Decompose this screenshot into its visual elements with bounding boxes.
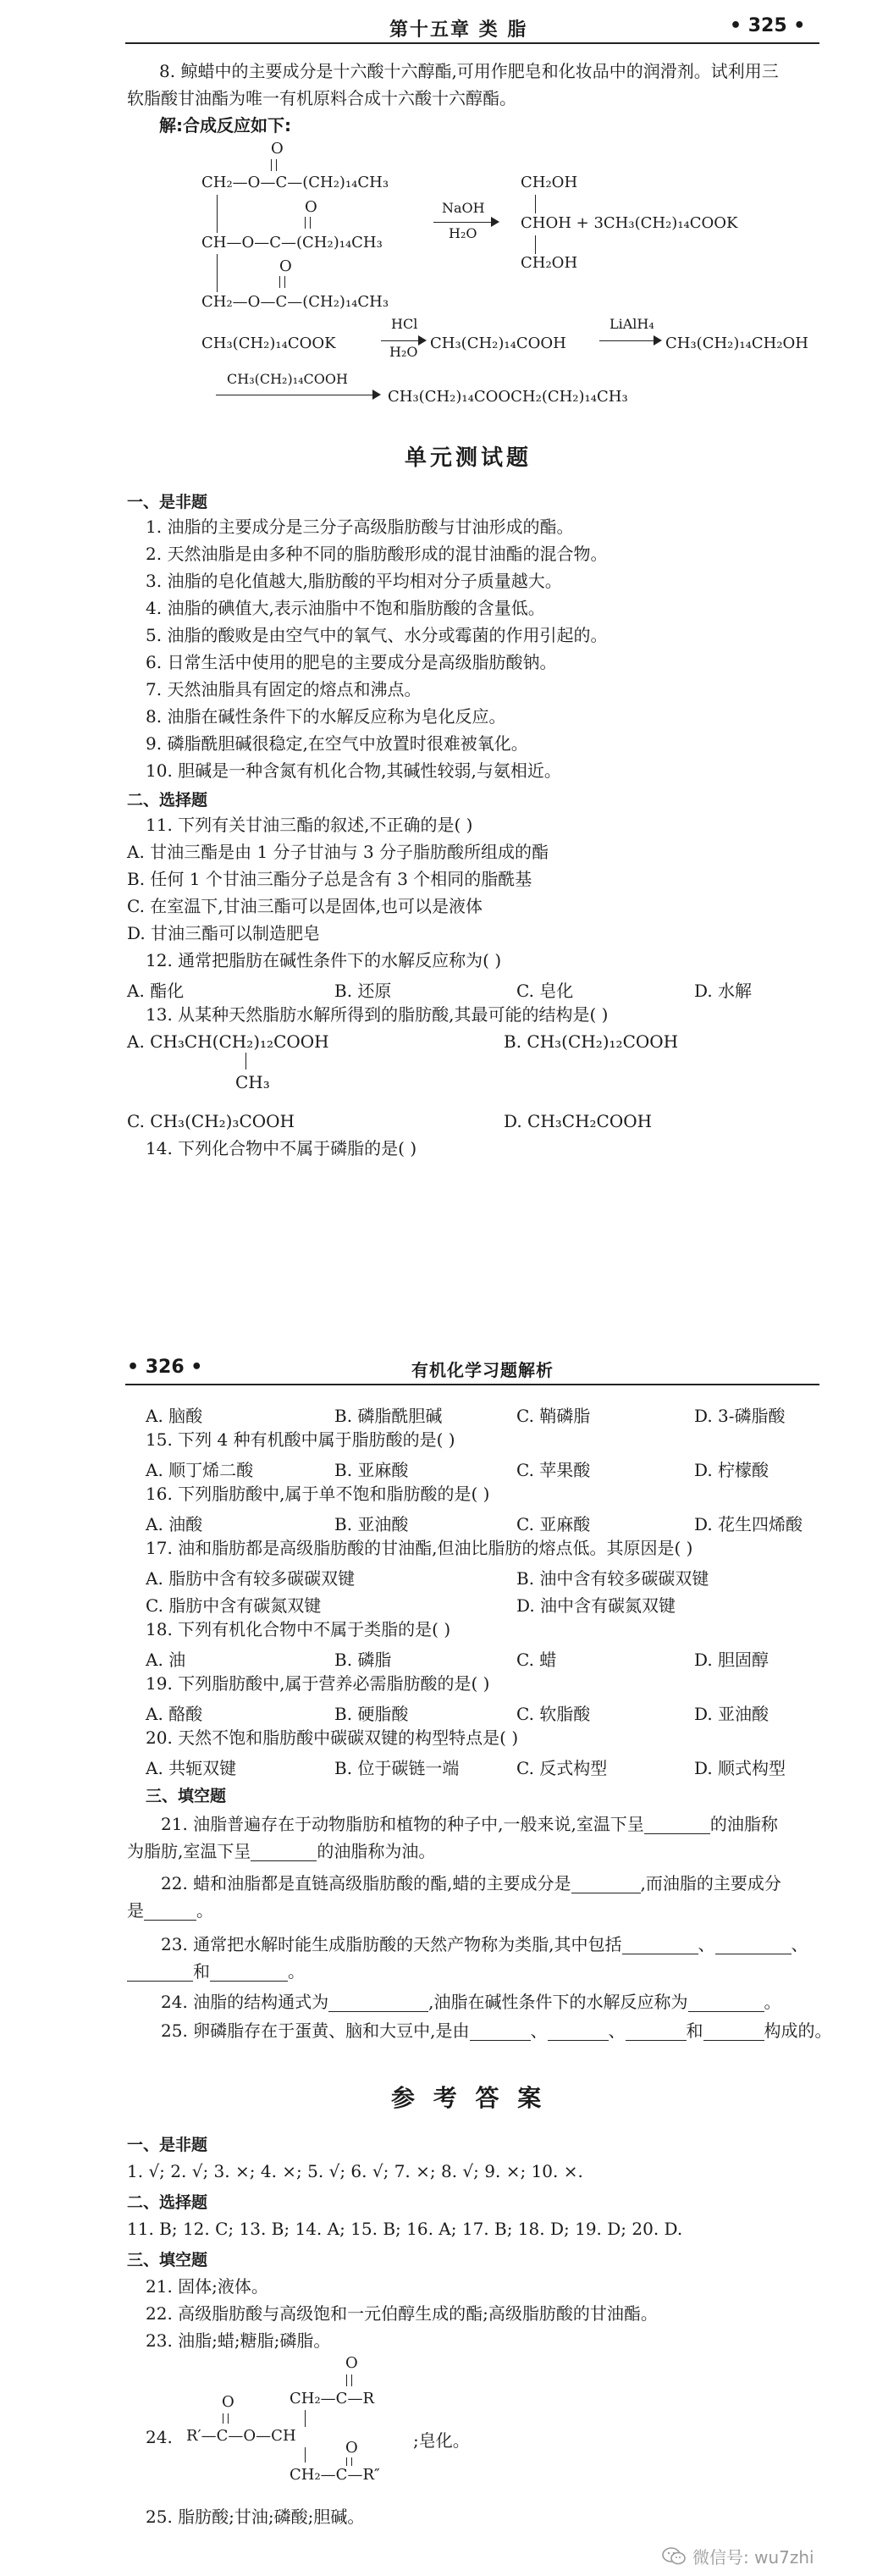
q15-option-d: D. 柠檬酸 xyxy=(694,1460,769,1480)
answer-22: 22. 高级脂肪酸与高级饱和一元伯醇生成的酯;高级脂肪酸的甘油酯。 xyxy=(146,2303,658,2324)
q23-text-c: 、 xyxy=(791,1934,808,1954)
question-19: 19. 下列脂肪酸中,属于营养必需脂肪酸的是( ) xyxy=(146,1673,490,1694)
q18-option-b: B. 磷脂 xyxy=(334,1650,392,1670)
answer-section-true-false: 一、是非题 xyxy=(127,2136,208,2154)
glycerol-bond-2 xyxy=(535,235,536,254)
q8-line2: 软脂酸甘油酯为唯一有机原料合成十六酸十六醇酯。 xyxy=(127,88,516,108)
question-21-line1 xyxy=(161,1814,778,1834)
q19-option-b: B. 硬脂酸 xyxy=(334,1704,409,1724)
q20-option-d: D. 顺式构型 xyxy=(694,1758,786,1778)
backbone-bond-2 xyxy=(217,254,218,292)
cetyl-alcohol: CH₃(CH₂)₁₄CH₂OH xyxy=(665,334,808,352)
answer-section-choice: 二、选择题 xyxy=(127,2193,208,2212)
carbonyl-o-2: O xyxy=(305,198,317,216)
reaction-arrow-2 xyxy=(381,340,423,341)
tf-item-3: 3. 油脂的皂化值越大,脂肪酸的平均相对分子质量越大。 xyxy=(146,571,562,591)
q18-option-d: D. 胆固醇 xyxy=(694,1650,769,1670)
answer-25: 25. 脂肪酸;甘油;磷酸;胆碱。 xyxy=(146,2507,365,2527)
q15-option-c: C. 苹果酸 xyxy=(516,1460,591,1480)
question-16: 16. 下列脂肪酸中,属于单不饱和脂肪酸的是( ) xyxy=(146,1484,490,1504)
q14-option-a: A. 脑酸 xyxy=(146,1406,203,1426)
q21-text-a: 21. 油脂普遍存在于动物脂肪和植物的种子中,一般来说,室温下呈 xyxy=(161,1814,644,1834)
q15-option-b: B. 亚麻酸 xyxy=(334,1460,409,1480)
q12-option-d: D. 水解 xyxy=(694,981,753,1001)
q22-text-d: 。 xyxy=(196,1900,213,1921)
tf-item-4: 4. 油脂的碘值大,表示油脂中不饱和脂肪酸的含量低。 xyxy=(146,598,545,618)
a24-number: 24. xyxy=(146,2427,173,2447)
question-13: 13. 从某种天然脂肪水解所得到的脂肪酸,其最可能的结构是( ) xyxy=(146,1004,609,1025)
q17-option-a: A. 脂肪中含有较多碳碳双键 xyxy=(146,1568,356,1589)
question-23-line2 xyxy=(127,1961,305,1982)
unit-test-title: 单元测试题 xyxy=(405,445,532,471)
cetyl-palmitate: CH₃(CH₂)₁₄COOCH₂(CH₂)₁₄CH₃ xyxy=(388,388,628,406)
q21-blank-2[interactable] xyxy=(251,1845,317,1861)
reaction-arrowhead-1 xyxy=(491,217,499,227)
reagent-lialh4: LiAlH₄ xyxy=(609,316,654,332)
q16-option-b: B. 亚油酸 xyxy=(334,1514,409,1534)
q18-option-a: A. 油 xyxy=(146,1650,186,1670)
q22-blank-2[interactable] xyxy=(144,1904,196,1921)
a24-tail: ;皂化。 xyxy=(413,2430,470,2451)
a24-top-branch: CH₂—C—R xyxy=(290,2390,375,2407)
q17-option-c: C. 脂肪中含有碳氮双键 xyxy=(146,1595,322,1616)
q23-blank-3[interactable] xyxy=(127,1965,193,1982)
q25-text-d: 和 xyxy=(686,2020,703,2041)
q14-option-c: C. 鞘磷脂 xyxy=(516,1406,591,1426)
a24-backbone-lower xyxy=(305,2447,306,2463)
q11-option-b: B. 任何 1 个甘油三酯分子总是含有 3 个相同的脂酰基 xyxy=(127,869,532,889)
question-18: 18. 下列有机化合物中不属于类脂的是( ) xyxy=(146,1619,451,1639)
answer-23: 23. 油脂;蜡;糖脂;磷脂。 xyxy=(146,2330,331,2351)
tf-item-1: 1. 油脂的主要成分是三分子高级脂肪酸与甘油形成的酯。 xyxy=(146,517,574,537)
question-15: 15. 下列 4 种有机酸中属于脂肪酸的是( ) xyxy=(146,1429,455,1450)
book-title: 有机化学习题解析 xyxy=(411,1360,554,1380)
glycerol-row-3: CH₂OH xyxy=(521,254,578,272)
q24-text-a: 24. 油脂的结构通式为 xyxy=(161,1992,329,2012)
tf-item-6: 6. 日常生活中使用的肥皂的主要成分是高级脂肪酸钠。 xyxy=(146,652,557,672)
ester-row-1: CH₂—O—C—(CH₂)₁₄CH₃ xyxy=(201,174,389,191)
a24-backbone-upper xyxy=(305,2410,306,2427)
answer-section-fill: 三、填空题 xyxy=(127,2251,208,2269)
q25-text-a: 25. 卵磷脂存在于蛋黄、脑和大豆中,是由 xyxy=(161,2020,470,2041)
q13-a-branch-bond xyxy=(245,1053,246,1070)
answer-21: 21. 固体;液体。 xyxy=(146,2276,268,2297)
q19-option-d: D. 亚油酸 xyxy=(694,1704,769,1724)
q21-blank-1[interactable] xyxy=(644,1818,710,1834)
question-22-line2 xyxy=(127,1900,213,1921)
q23-text-d: 和 xyxy=(193,1961,210,1982)
q8-line1: 8. 鲸蜡中的主要成分是十六酸十六醇酯,可用作肥皂和化妆品中的润滑剂。试利用三 xyxy=(159,61,779,81)
q23-text-a: 23. 通常把水解时能生成脂肪酸的天然产物称为类脂,其中包括 xyxy=(161,1934,622,1954)
q11-option-a: A. 甘油三酯是由 1 分子甘油与 3 分子脂肪酸所组成的酯 xyxy=(127,842,549,862)
a24-double-bond-left xyxy=(223,2413,229,2424)
q23-text-e: 。 xyxy=(288,1961,305,1982)
tf-item-8: 8. 油脂在碱性条件下的水解反应称为皂化反应。 xyxy=(146,706,506,727)
glycerol-row-1: CH₂OH xyxy=(521,174,578,191)
q18-option-c: C. 蜡 xyxy=(516,1650,557,1670)
ester-row-3: CH₂—O—C—(CH₂)₁₄CH₃ xyxy=(201,293,389,311)
q24-text-c: 。 xyxy=(764,1992,781,2012)
q25-text-c: 、 xyxy=(608,2020,626,2041)
q13-option-c: C. CH₃(CH₂)₃COOH xyxy=(127,1111,295,1131)
q21-text-c: 为脂肪,室温下呈 xyxy=(127,1841,251,1861)
q8-solution-label: 解:合成反应如下: xyxy=(159,115,291,135)
reagent-h2o: H₂O xyxy=(449,225,477,241)
question-14: 14. 下列化合物中不属于磷脂的是( ) xyxy=(146,1138,417,1158)
a24-o-top: O xyxy=(345,2354,358,2372)
question-17: 17. 油和脂肪都是高级脂肪酸的甘油酯,但油比脂肪的熔点低。其原因是( ) xyxy=(146,1538,693,1558)
a24-o-left: O xyxy=(222,2393,234,2411)
reagent-hcl: HCl xyxy=(391,316,418,332)
q25-text-b: 、 xyxy=(530,2020,548,2041)
q20-option-b: B. 位于碳链一端 xyxy=(334,1758,460,1778)
q22-text-c: 是 xyxy=(127,1900,144,1921)
tf-item-5: 5. 油脂的酸败是由空气中的氧气、水分或霉菌的作用引起的。 xyxy=(146,625,608,645)
question-20: 20. 天然不饱和脂肪酸中碳碳双键的构型特点是( ) xyxy=(146,1727,519,1748)
tf-item-7: 7. 天然油脂具有固定的熔点和沸点。 xyxy=(146,679,422,699)
q24-blank-2[interactable] xyxy=(688,1996,764,2012)
carbonyl-o-1: O xyxy=(271,140,284,158)
q12-option-c: C. 皂化 xyxy=(516,981,574,1001)
q21-text-b: 的油脂称 xyxy=(709,1814,778,1834)
q13-a-methyl: CH₃ xyxy=(235,1072,270,1092)
backbone-bond-1 xyxy=(217,195,218,233)
watermark-text: 微信号: wu7zhi xyxy=(692,2547,814,2568)
reaction-arrow-1 xyxy=(433,222,497,223)
a24-o-bottom: O xyxy=(345,2439,358,2457)
q16-option-d: D. 花生四烯酸 xyxy=(694,1514,803,1534)
section-fill-blank: 三、填空题 xyxy=(146,1787,227,1805)
a24-left-chain: R′—C—O—CH xyxy=(186,2427,296,2445)
answer-key-title: 参 考 答 案 xyxy=(391,2084,547,2112)
question-23-line1 xyxy=(161,1934,808,1954)
reaction-arrowhead-2 xyxy=(418,335,427,345)
page-number-325: • 325 • xyxy=(730,15,806,36)
q12-option-b: B. 还原 xyxy=(334,981,392,1001)
q11-option-c: C. 在室温下,甘油三酯可以是固体,也可以是液体 xyxy=(127,896,483,916)
page-number-326: • 326 • xyxy=(127,1357,203,1378)
reagent-naoh: NaOH xyxy=(442,200,485,216)
question-24 xyxy=(161,1992,781,2012)
q23-blank-2[interactable] xyxy=(715,1938,791,1954)
q17-option-d: D. 油中含有碳氮双键 xyxy=(516,1595,676,1616)
answers-choice: 11. B; 12. C; 13. B; 14. A; 15. B; 16. A; 17. B; 18. D; 19. D; 20. D. xyxy=(127,2219,683,2239)
q22-text-b: ,而油脂的主要成分 xyxy=(640,1873,781,1893)
header-rule xyxy=(125,42,819,44)
q24-blank-1[interactable] xyxy=(328,1996,428,2012)
question-21-line2 xyxy=(127,1841,435,1861)
q19-option-c: C. 软脂酸 xyxy=(516,1704,591,1724)
glycerol-row-2: CHOH + 3CH₃(CH₂)₁₄COOK xyxy=(521,214,738,232)
q15-option-a: A. 顺丁烯二酸 xyxy=(146,1460,254,1480)
reaction-arrowhead-3 xyxy=(654,335,662,345)
q17-option-b: B. 油中含有较多碳碳双键 xyxy=(516,1568,709,1589)
q22-blank-1[interactable] xyxy=(571,1877,641,1893)
question-12: 12. 通常把脂肪在碱性条件下的水解反应称为( ) xyxy=(146,950,502,970)
ester-row-2: CH—O—C—(CH₂)₁₄CH₃ xyxy=(201,234,383,252)
section-true-false: 一、是非题 xyxy=(127,493,208,511)
q25-blank-4[interactable] xyxy=(703,2025,764,2041)
q25-blank-1[interactable] xyxy=(470,2025,531,2041)
glycerol-bond-1 xyxy=(535,195,536,213)
a24-double-bond-bottom xyxy=(346,2457,352,2466)
header-rule-2 xyxy=(125,1384,819,1385)
q12-option-a: A. 酯化 xyxy=(127,981,185,1001)
q23-blank-4[interactable] xyxy=(210,1965,288,1982)
q11-option-d: D. 甘油三酯可以制造肥皂 xyxy=(127,923,321,943)
question-11: 11. 下列有关甘油三酯的叙述,不正确的是( ) xyxy=(146,815,473,835)
chapter-header: 第十五章 类 脂 xyxy=(389,19,528,41)
q13-option-b: B. CH₃(CH₂)₁₂COOH xyxy=(504,1031,679,1052)
double-bond-2 xyxy=(305,217,311,229)
reagent-h2o-2: H₂O xyxy=(389,344,418,360)
q25-text-e: 构成的。 xyxy=(764,2020,832,2041)
a24-double-bond-top xyxy=(346,2374,352,2386)
q14-option-d: D. 3-磷脂酸 xyxy=(694,1406,786,1426)
reagent-palmitic-acid: CH₃(CH₂)₁₄COOH xyxy=(227,371,348,387)
q19-option-a: A. 酪酸 xyxy=(146,1704,203,1724)
wechat-icon xyxy=(662,2546,686,2567)
q20-option-a: A. 共轭双键 xyxy=(146,1758,237,1778)
palmitic-acid: CH₃(CH₂)₁₄COOH xyxy=(430,334,566,352)
q13-option-d: D. CH₃CH₂COOH xyxy=(504,1111,653,1131)
q25-blank-3[interactable] xyxy=(626,2025,687,2041)
q21-text-d: 的油脂称为油。 xyxy=(317,1841,436,1861)
a24-bottom-branch: CH₂—C—R″ xyxy=(290,2466,380,2484)
potassium-palmitate: CH₃(CH₂)₁₄COOK xyxy=(201,334,336,352)
section-choice: 二、选择题 xyxy=(127,791,208,810)
q16-option-c: C. 亚麻酸 xyxy=(516,1514,591,1534)
q14-option-b: B. 磷脂酰胆碱 xyxy=(334,1406,443,1426)
double-bond-3 xyxy=(279,276,285,288)
reaction-arrowhead-4 xyxy=(372,390,381,400)
tf-item-9: 9. 磷脂酰胆碱很稳定,在空气中放置时很难被氧化。 xyxy=(146,733,528,754)
question-25 xyxy=(161,2020,832,2041)
wechat-watermark xyxy=(662,2544,814,2568)
question-22-line1 xyxy=(161,1873,781,1893)
q25-blank-2[interactable] xyxy=(548,2025,609,2041)
q23-text-b: 、 xyxy=(698,1934,715,1954)
q13-option-a: A. CH₃CH(CH₂)₁₂COOH xyxy=(127,1031,329,1052)
reaction-arrow-3 xyxy=(599,340,659,341)
q20-option-c: C. 反式构型 xyxy=(516,1758,608,1778)
tf-item-2: 2. 天然油脂是由多种不同的脂肪酸形成的混甘油酯的混合物。 xyxy=(146,544,608,564)
carbonyl-o-3: O xyxy=(279,257,292,275)
q24-text-b: ,油脂在碱性条件下的水解反应称为 xyxy=(428,1992,688,2012)
answers-true-false: 1. √; 2. √; 3. ×; 4. ×; 5. √; 6. √; 7. ×; 8. √; 9. ×; 10. ×. xyxy=(127,2161,583,2181)
q22-text-a: 22. 蜡和油脂都是直链高级脂肪酸的酯,蜡的主要成分是 xyxy=(161,1873,571,1893)
q23-blank-1[interactable] xyxy=(622,1938,698,1954)
double-bond-1 xyxy=(271,159,277,171)
q16-option-a: A. 油酸 xyxy=(146,1514,203,1534)
tf-item-10: 10. 胆碱是一种含氮有机化合物,其碱性较弱,与氨相近。 xyxy=(146,760,561,781)
